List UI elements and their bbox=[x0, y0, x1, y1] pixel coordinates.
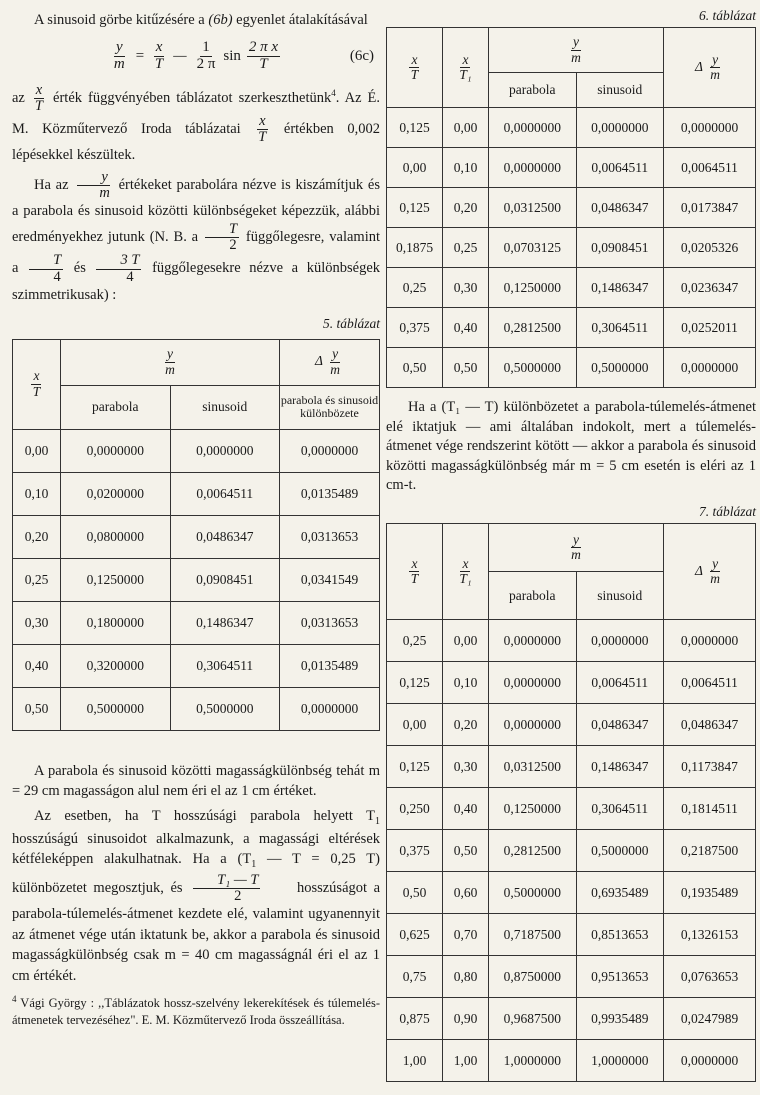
footnote: $^4$ Vági György : ,,Táblázatok hossz-szelvény lekerekítések és túlemelés-átmenetek tervezéséhez". E. M. Közműtervező Iroda összeállítása. bbox=[12, 994, 380, 1027]
table-cell: 0,0703125 bbox=[489, 228, 577, 268]
paragraph-1: az $\frac{x}{T}$ érték függvényében táblázatot szerkeszthetünk$^4$. Az É. M. Közműtervező Iroda táblázatai $\frac{x}{T}$ értékben 0,002 lépésekkel készültek. bbox=[12, 81, 381, 164]
table-cell: 0,50 bbox=[387, 872, 443, 914]
table-cell: 0,0312500 bbox=[489, 746, 577, 788]
table-cell: 0,70 bbox=[443, 914, 489, 956]
table-cell: 0,00 bbox=[13, 429, 61, 472]
table-cell: 0,10 bbox=[443, 662, 489, 704]
paragraph-4: Az esetben, ha T hosszúsági parabola helyett $T_1$ hosszúságú sinusoidot alkalmazunk, a magassági eltérések kétféleképpen alakulhatnak. Ha a ($T_1$ — T = 0,25 T) különbözetet megosztjuk, és $\frac{\text{T₁ — T}}{2}$ hosszúságot a parabola-túlemelés-átmenet kezdete elé, valamint ugyanennyit az átmenet vége után iktatunk be, akkor a parabola és sinusoid magasságkülönbség csak m = 40 cm magasságnál éri el az 1 cm értékét. bbox=[12, 807, 381, 984]
table-cell: 0,125 bbox=[387, 662, 443, 704]
equation-label: (6c) bbox=[349, 48, 374, 65]
table-cell: 0,2187500 bbox=[664, 830, 756, 872]
table-cell: 0,10 bbox=[13, 472, 61, 515]
table-row bbox=[387, 830, 756, 872]
table-cell: 0,0000000 bbox=[280, 429, 380, 472]
table-cell: 0,00 bbox=[387, 704, 443, 746]
footnote-mark: 4 bbox=[331, 87, 336, 98]
col-sinusoid: sinusoid bbox=[576, 73, 664, 108]
table-row bbox=[387, 148, 756, 188]
table-row bbox=[387, 914, 756, 956]
table-cell: 0,60 bbox=[443, 872, 489, 914]
table-cell: 0,8750000 bbox=[489, 956, 577, 998]
table-cell: 0,0064511 bbox=[576, 148, 664, 188]
table-cell: 0,50 bbox=[443, 830, 489, 872]
table-cell: 0,1486347 bbox=[576, 746, 664, 788]
table-cell: 0,1486347 bbox=[170, 601, 280, 644]
table-cell: 0,1250000 bbox=[489, 788, 577, 830]
table-row bbox=[387, 268, 756, 308]
table-cell: 0,1875 bbox=[387, 228, 443, 268]
table5-caption: 5. táblázat bbox=[322, 315, 380, 331]
table-cell: 0,20 bbox=[443, 704, 489, 746]
table-row bbox=[387, 956, 756, 998]
table-cell: 0,75 bbox=[387, 956, 443, 998]
table-cell: 0,50 bbox=[13, 687, 61, 730]
table-cell: 0,7187500 bbox=[489, 914, 577, 956]
table-row bbox=[387, 348, 756, 388]
table-cell: 0,0064511 bbox=[170, 472, 280, 515]
table-cell: 0,00 bbox=[443, 620, 489, 662]
table-cell: 0,9935489 bbox=[576, 998, 664, 1040]
table-row bbox=[387, 998, 756, 1040]
table-cell: 0,1935489 bbox=[664, 872, 756, 914]
right-column bbox=[386, 0, 756, 1082]
table-row bbox=[13, 601, 380, 644]
table-row bbox=[387, 188, 756, 228]
table-cell: 0,0908451 bbox=[576, 228, 664, 268]
sin-text: sin bbox=[223, 48, 241, 65]
table-cell: 0,9513653 bbox=[576, 956, 664, 998]
table-5 bbox=[12, 339, 380, 731]
table-cell: 0,25 bbox=[387, 268, 443, 308]
table-cell: 0,125 bbox=[387, 746, 443, 788]
table-cell: 0,0064511 bbox=[576, 662, 664, 704]
table-cell: 0,250 bbox=[387, 788, 443, 830]
table-row bbox=[13, 644, 380, 687]
table-row bbox=[387, 662, 756, 704]
table-cell: 0,5000000 bbox=[489, 872, 577, 914]
table-cell: 0,0135489 bbox=[280, 472, 380, 515]
table-cell: 0,2812500 bbox=[489, 830, 577, 872]
equation-6c bbox=[12, 33, 380, 81]
table-cell: 0,30 bbox=[13, 601, 61, 644]
eq-sign: = bbox=[134, 48, 145, 65]
table-cell: 0,0135489 bbox=[280, 644, 380, 687]
table-row bbox=[387, 108, 756, 148]
table-cell: 0,0313653 bbox=[280, 515, 380, 558]
intro-text-end: egyenlet átalakításával bbox=[236, 12, 368, 28]
table-cell: 0,3064511 bbox=[576, 308, 664, 348]
table-cell: 0,0000000 bbox=[489, 704, 577, 746]
table-cell: 0,1486347 bbox=[576, 268, 664, 308]
table7-caption: 7. táblázat bbox=[698, 503, 756, 519]
table-cell: 0,40 bbox=[443, 788, 489, 830]
table-cell: 0,10 bbox=[443, 148, 489, 188]
table-cell: 0,0000000 bbox=[664, 1040, 756, 1082]
table-cell: 0,5000000 bbox=[489, 348, 577, 388]
table-cell: 0,20 bbox=[13, 515, 61, 558]
left-column bbox=[12, 0, 380, 1028]
table-cell: 0,0486347 bbox=[664, 704, 756, 746]
frac-2pix-T: $\frac{\text{2 π x}}{T}$ bbox=[248, 39, 279, 73]
table-cell: 0,3200000 bbox=[61, 644, 171, 687]
table-cell: 0,00 bbox=[443, 108, 489, 148]
table-cell: 0,30 bbox=[443, 268, 489, 308]
table-cell: 0,0000000 bbox=[576, 620, 664, 662]
col-sinusoid: sinusoid bbox=[170, 385, 280, 429]
table-cell: 0,1250000 bbox=[489, 268, 577, 308]
paragraph-3: A parabola és sinusoid közötti magasságkülönbség tehát m = 29 cm magasságon alul nem éri el az 1 cm értéket. bbox=[12, 762, 380, 800]
table-row bbox=[387, 228, 756, 268]
table-cell: 1,0000000 bbox=[576, 1040, 664, 1082]
table-cell: 0,0000000 bbox=[170, 429, 280, 472]
table-cell: 0,50 bbox=[387, 348, 443, 388]
table-row bbox=[13, 558, 380, 601]
table-cell: 0,125 bbox=[387, 188, 443, 228]
col-difference: parabola és sinusoid különbözete bbox=[280, 385, 380, 429]
table-cell: 0,0000000 bbox=[664, 620, 756, 662]
table-cell: 0,80 bbox=[443, 956, 489, 998]
table-cell: 0,40 bbox=[13, 644, 61, 687]
table-row bbox=[387, 872, 756, 914]
table-cell: 0,1800000 bbox=[61, 601, 171, 644]
table-cell: 0,50 bbox=[443, 348, 489, 388]
table-cell: 0,0908451 bbox=[170, 558, 280, 601]
table-row bbox=[387, 620, 756, 662]
table-cell: 0,0236347 bbox=[664, 268, 756, 308]
equation-ref: (6b) bbox=[208, 12, 233, 28]
col-parabola: parabola bbox=[489, 572, 577, 620]
col-parabola: parabola bbox=[489, 73, 577, 108]
table-cell: 0,0000000 bbox=[489, 148, 577, 188]
intro-paragraph bbox=[12, 10, 380, 31]
table-cell: 0,0173847 bbox=[664, 188, 756, 228]
table-row bbox=[13, 429, 380, 472]
table-cell: 0,375 bbox=[387, 830, 443, 872]
table-cell: 0,0763653 bbox=[664, 956, 756, 998]
col-y-m: $\frac{y}{m}$ bbox=[61, 339, 280, 385]
table-cell: 0,2812500 bbox=[489, 308, 577, 348]
table-cell: 0,20 bbox=[443, 188, 489, 228]
table6-caption: 6. táblázat bbox=[698, 8, 756, 23]
col-sinusoid: sinusoid bbox=[576, 572, 664, 620]
table-cell: 0,125 bbox=[387, 108, 443, 148]
table-cell: 0,0064511 bbox=[664, 662, 756, 704]
frac-1-2pi: $\frac{1}{2 \pi}$ bbox=[196, 39, 216, 73]
table-cell: 0,1173847 bbox=[664, 746, 756, 788]
table-cell: 1,00 bbox=[387, 1040, 443, 1082]
table-cell: 0,40 bbox=[443, 308, 489, 348]
table-cell: 0,0313653 bbox=[280, 601, 380, 644]
table-7: $\frac{x}{T}$ $\frac{x}{\text{T₁}}$ $\frac{y}{m}$ Δ $\frac{y}{m}$ parabola sinusoid 0,25 0,00 0,0000000 0,0000000 0,0000000 0,125 0,10 0,0000000 0,0064511 0,0064511 0,00 0,20 0,0000000 0,0486347 0,0486347 0,125 0,30 0,0312500 0,1486347 0,1173847 0,250 0,40 0,1250000 0,3064511 0,1814511 0,375 0,50 0,2812500 0,5000000 0,2187500 0,50 0,60 0,5000000 0,6935489 0,1935489 0,625 0,70 0,7187500 0,8513653 0,1326153 0,75 0,80 0,8750000 0,9513653 0,0763653 0,875 0,90 0,9687500 0,9935489 0,0247989 1,00 1,00 1,0000000 1,0000000 0,0000000 bbox=[386, 523, 756, 1082]
table-cell: 0,3064511 bbox=[576, 788, 664, 830]
table-cell: 0,9687500 bbox=[489, 998, 577, 1040]
table-row bbox=[13, 515, 380, 558]
table-row bbox=[387, 1040, 756, 1082]
table-cell: 0,0000000 bbox=[489, 662, 577, 704]
table-row bbox=[387, 788, 756, 830]
table-cell: 0,30 bbox=[443, 746, 489, 788]
table-row bbox=[387, 746, 756, 788]
table-cell: 0,0200000 bbox=[61, 472, 171, 515]
table-cell: 0,0252011 bbox=[664, 308, 756, 348]
table-cell: 1,00 bbox=[443, 1040, 489, 1082]
table-cell: 0,0000000 bbox=[489, 108, 577, 148]
table-cell: 0,25 bbox=[387, 620, 443, 662]
table-cell: 0,0000000 bbox=[61, 429, 171, 472]
col-delta: Δ $\frac{y}{m}$ bbox=[280, 339, 380, 385]
table-cell: 0,1814511 bbox=[664, 788, 756, 830]
col-x-T: $\frac{x}{T}$ bbox=[13, 339, 61, 429]
minus-sign: — bbox=[173, 48, 187, 65]
frac-y-m: $\frac{y}{m}$ bbox=[113, 39, 125, 73]
table-cell: 0,0247989 bbox=[664, 998, 756, 1040]
table-cell: 0,0800000 bbox=[61, 515, 171, 558]
table-cell: 0,0486347 bbox=[170, 515, 280, 558]
table-cell: 0,625 bbox=[387, 914, 443, 956]
table-cell: 0,0312500 bbox=[489, 188, 577, 228]
table-cell: 0,0486347 bbox=[576, 188, 664, 228]
table-cell: 0,1326153 bbox=[664, 914, 756, 956]
table-cell: 0,0064511 bbox=[664, 148, 756, 188]
table-6: $\frac{x}{T}$ $\frac{x}{\text{T₁}}$ $\frac{y}{m}$ Δ $\frac{y}{m}$ parabola sinusoid 0,125 0,00 0,0000000 0,0000000 0,0000000 0,00 0,10 0,0000000 0,0064511 0,0064511 0,125 0,20 0,0312500 0,0486347 0,0173847 0,1875 0,25 0,0703125 0,0908451 0,0205326 0,25 0,30 0,1250000 0,1486347 0,0236347 0,375 0,40 0,2812500 0,3064511 0,0252011 0,50 0,50 0,5000000 0,5000000 0,0000000 bbox=[386, 27, 756, 388]
table-cell: 0,0341549 bbox=[280, 558, 380, 601]
table-cell: 0,5000000 bbox=[576, 348, 664, 388]
table-cell: 0,0205326 bbox=[664, 228, 756, 268]
table-cell: 1,0000000 bbox=[489, 1040, 577, 1082]
table-cell: 0,8513653 bbox=[576, 914, 664, 956]
table-cell: 0,0000000 bbox=[664, 108, 756, 148]
table-cell: 0,00 bbox=[387, 148, 443, 188]
intro-text: A sinusoid görbe kitűzésére a bbox=[34, 12, 205, 28]
table-cell: 0,5000000 bbox=[61, 687, 171, 730]
paragraph-mid: Ha a (T₁ — T) különbözetet a parabola-túlemelés-átmenet elé iktatjuk — ami általában indokolt, mert a túlemelés-átmenet vége rendszerint kötött — akkor a parabola és sinusoid közötti magasságkülönbség már m = 5 cm esetén is eléri az 1 cm-t. bbox=[386, 399, 756, 494]
table-cell: 0,3064511 bbox=[170, 644, 280, 687]
col-parabola: parabola bbox=[61, 385, 171, 429]
frac-x-T: $\frac{x}{T}$ bbox=[154, 39, 164, 73]
table-row bbox=[13, 472, 380, 515]
table-row bbox=[387, 308, 756, 348]
table-cell: 0,5000000 bbox=[170, 687, 280, 730]
table-cell: 0,1250000 bbox=[61, 558, 171, 601]
table-cell: 0,5000000 bbox=[576, 830, 664, 872]
table-cell: 0,0000000 bbox=[576, 108, 664, 148]
table-cell: 0,0486347 bbox=[576, 704, 664, 746]
table-cell: 0,0000000 bbox=[489, 620, 577, 662]
table-row bbox=[13, 687, 380, 730]
table-cell: 0,0000000 bbox=[280, 687, 380, 730]
table-cell: 0,6935489 bbox=[576, 872, 664, 914]
table-cell: 0,90 bbox=[443, 998, 489, 1040]
table-cell: 0,375 bbox=[387, 308, 443, 348]
table-cell: 0,0000000 bbox=[664, 348, 756, 388]
table-row bbox=[387, 704, 756, 746]
table-cell: 0,875 bbox=[387, 998, 443, 1040]
table-cell: 0,25 bbox=[13, 558, 61, 601]
table-cell: 0,25 bbox=[443, 228, 489, 268]
paragraph-2: Ha az $\frac{y}{m}$ értékeket parabolára nézve is kiszámítjuk és a parabola és sinusoid közötti különbségeket képezzük, alábbi eredményekhez jutunk (N. B. a $\frac{T}{2}$ függőlegesre, valamint a $\frac{T}{4}$ és $\frac{3 T}{4}$ függőlegesekre nézve a különbségek szimmetrikusak) : bbox=[12, 169, 381, 303]
